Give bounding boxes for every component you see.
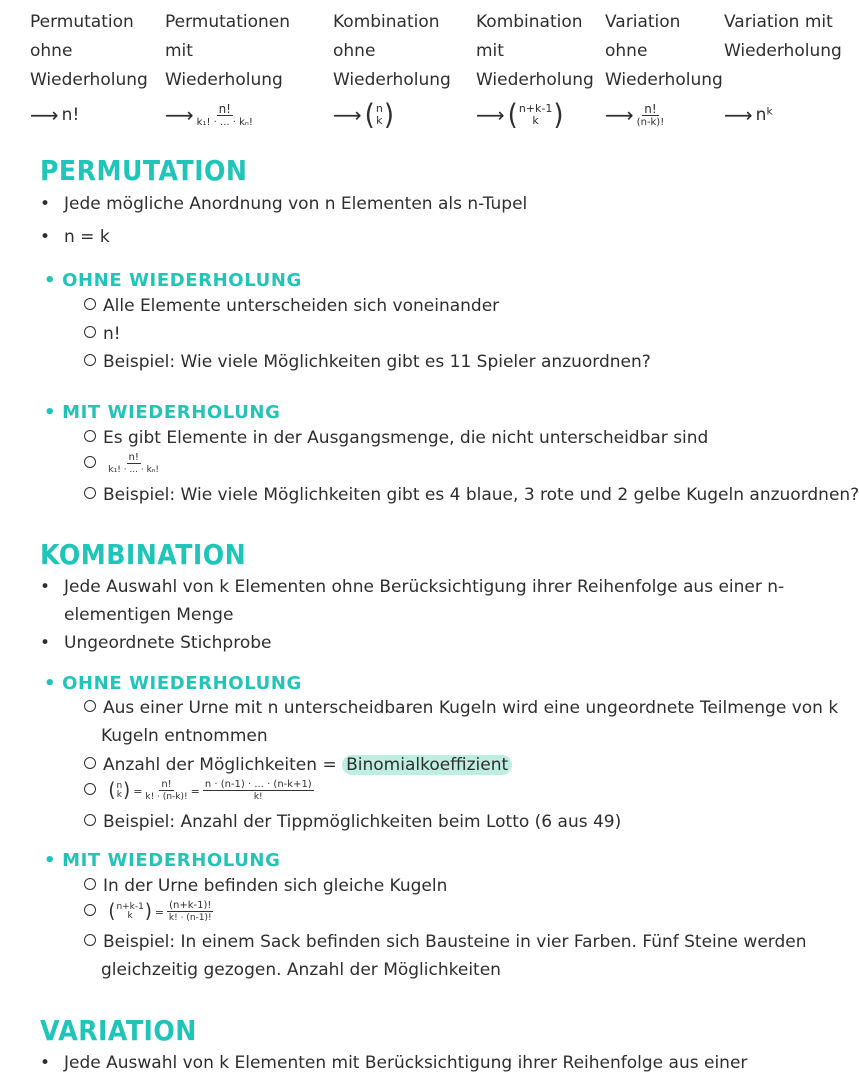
binomial-top: n+k-1 xyxy=(518,102,553,115)
circle-bullet-icon xyxy=(84,456,96,468)
overview-label: ohne xyxy=(605,41,648,61)
subheading-kombination-mit xyxy=(44,850,280,871)
bullet-icon: • xyxy=(40,577,51,597)
bullet-text: Jede mögliche Anordnung von n Elementen als n-Tupel xyxy=(64,194,528,214)
fraction-denominator: k₁! · ... · kₙ! xyxy=(196,116,253,128)
circle-bullet-icon xyxy=(84,298,96,310)
fraction-denominator: k₁! · ... · kₙ! xyxy=(108,465,159,475)
overview-label: Wiederholung xyxy=(724,41,842,61)
sub-item-text: n! xyxy=(103,324,121,344)
overview-col-variation-ohne xyxy=(605,8,723,131)
fraction-numerator: (n+k-1)! xyxy=(169,900,212,911)
circle-bullet-icon xyxy=(84,354,96,366)
paren-left: ( xyxy=(108,778,116,802)
bullet-text: n = k xyxy=(64,227,110,247)
bullet-icon: • xyxy=(40,633,51,653)
paren-left: ( xyxy=(507,98,518,132)
bullet-item xyxy=(40,194,527,214)
sub-item-text: Beispiel: Wie viele Möglichkeiten gibt es 4 blaue, 3 rote und 2 gelbe Kugeln anzuordnen? xyxy=(103,485,859,505)
fraction-numerator: n! xyxy=(128,452,139,463)
arrow-icon: ⟶ xyxy=(476,102,505,127)
circle-bullet-icon xyxy=(84,814,96,826)
binomial-top: n+k-1 xyxy=(116,902,144,912)
paren-right: ) xyxy=(123,778,131,802)
fraction-denominator: k! · (n-k)! xyxy=(145,792,188,802)
binomial xyxy=(108,899,152,923)
overview-label: Variation mit xyxy=(724,12,833,32)
bullet-icon: • xyxy=(40,194,51,214)
equals-sign: = xyxy=(133,784,143,798)
arrow-icon: ⟶ xyxy=(605,102,634,127)
equals-sign: = xyxy=(154,905,165,919)
sub-item-text: Beispiel: In einem Sack befinden sich Bausteine in vier Farben. Fünf Steine werden xyxy=(103,932,807,952)
bullet-item xyxy=(40,577,784,597)
fraction-numerator: n! xyxy=(644,101,657,116)
sub-item-text: Aus einer Urne mit n unterscheidbaren Kugeln wird eine ungeordnete Teilmenge von k xyxy=(103,698,839,718)
binomial-top: n xyxy=(375,102,383,115)
circle-bullet-icon xyxy=(84,326,96,338)
overview-formula xyxy=(333,99,451,131)
arrow-icon: ⟶ xyxy=(724,102,753,127)
subheading-kombination-ohne xyxy=(44,673,302,694)
sub-item-text: Es gibt Elemente in der Ausgangsmenge, die nicht unterscheidbar sind xyxy=(103,428,709,448)
sub-item xyxy=(84,812,621,832)
equals-sign: = xyxy=(190,784,200,798)
bullet-icon: • xyxy=(44,673,57,694)
subheading-text: OHNE WIEDERHOLUNG xyxy=(62,270,302,291)
highlighted-term: Binomialkoeffizient xyxy=(342,755,512,775)
fraction xyxy=(108,453,159,475)
sub-item-continuation: gleichzeitig gezogen. Anzahl der Möglichkeiten xyxy=(101,960,501,980)
sub-item xyxy=(84,428,708,448)
sub-item-text: Beispiel: Wie viele Möglichkeiten gibt es 11 Spieler anzuordnen? xyxy=(103,352,651,372)
subheading-text: MIT WIEDERHOLUNG xyxy=(62,402,281,423)
sub-item xyxy=(84,698,838,718)
subheading-permutation-mit xyxy=(44,402,280,423)
bullet-text: Ungeordnete Stichprobe xyxy=(64,633,272,653)
binomial-top: n xyxy=(116,781,123,791)
circle-bullet-icon xyxy=(84,757,96,769)
sub-item xyxy=(84,755,512,775)
fraction-denominator: k! xyxy=(253,792,263,802)
overview-label: mit xyxy=(165,41,193,61)
subheading-text: OHNE WIEDERHOLUNG xyxy=(62,673,302,694)
fraction-numerator: n! xyxy=(161,779,172,790)
bullet-text: Jede Auswahl von k Elementen mit Berücksichtigung ihrer Reihenfolge aus einer xyxy=(64,1053,748,1073)
subheading-permutation-ohne xyxy=(44,270,302,291)
overview-formula xyxy=(30,99,148,131)
heading-variation: VARIATION xyxy=(40,1014,197,1047)
binomial-bottom: k xyxy=(116,790,122,800)
binomial xyxy=(108,778,131,802)
paren-right: ) xyxy=(383,98,394,132)
overview-col-permutation-mit xyxy=(165,8,290,131)
binomial-formula xyxy=(108,780,313,802)
paren-left: ( xyxy=(108,899,116,923)
fraction xyxy=(203,780,314,802)
overview-formula xyxy=(724,99,842,131)
binomial-bottom: k xyxy=(127,911,133,921)
bullet-icon: • xyxy=(44,850,57,871)
sub-item-text: Anzahl der Möglichkeiten = xyxy=(103,755,343,775)
binomial-formula xyxy=(108,901,213,923)
overview-formula xyxy=(605,99,723,131)
fraction-denominator: k! · (n-1)! xyxy=(168,913,212,923)
sub-item xyxy=(84,296,499,316)
fraction-numerator: n! xyxy=(218,101,231,116)
sub-item-text: Beispiel: Anzahl der Tippmöglichkeiten beim Lotto (6 aus 49) xyxy=(103,812,622,832)
overview-label: mit xyxy=(476,41,504,61)
circle-bullet-icon xyxy=(84,783,96,795)
binomial-bottom: k xyxy=(376,114,383,127)
arrow-icon: ⟶ xyxy=(165,102,194,127)
sub-item-text: Alle Elemente unterscheiden sich voneinander xyxy=(103,296,500,316)
subheading-text: MIT WIEDERHOLUNG xyxy=(62,850,281,871)
heading-kombination: KOMBINATION xyxy=(40,538,247,571)
overview-label: ohne xyxy=(30,41,73,61)
circle-bullet-icon xyxy=(84,878,96,890)
bullet-item xyxy=(40,1053,747,1073)
sub-item xyxy=(84,901,213,923)
formula-text: nᵏ xyxy=(755,104,774,125)
bullet-icon: • xyxy=(44,270,57,291)
formula-text: n! xyxy=(61,104,80,125)
fraction xyxy=(145,780,187,802)
sub-item xyxy=(84,453,159,475)
overview-label: Wiederholung xyxy=(333,70,451,90)
overview-col-variation-mit xyxy=(724,8,842,131)
sub-item xyxy=(84,352,651,372)
overview-label: Wiederholung xyxy=(476,70,594,90)
paren-right: ) xyxy=(553,98,564,132)
circle-bullet-icon xyxy=(84,904,96,916)
fraction xyxy=(167,901,213,923)
circle-bullet-icon xyxy=(84,430,96,442)
sub-item xyxy=(84,932,807,952)
overview-label: Kombination xyxy=(333,12,440,32)
overview-label: ohne xyxy=(333,41,376,61)
overview-table xyxy=(0,8,842,138)
sub-item-text: In der Urne befinden sich gleiche Kugeln xyxy=(103,876,448,896)
overview-label: Wiederholung xyxy=(605,70,723,90)
paren-left: ( xyxy=(364,98,375,132)
binomial-bottom: k xyxy=(532,114,539,127)
binomial xyxy=(507,98,564,132)
bullet-continuation: elementigen Menge xyxy=(64,605,234,625)
sub-item xyxy=(84,876,447,896)
overview-col-permutation-ohne xyxy=(30,8,148,131)
overview-formula xyxy=(476,99,594,131)
binomial xyxy=(364,98,394,132)
circle-bullet-icon xyxy=(84,934,96,946)
overview-label: Wiederholung xyxy=(165,70,283,90)
fraction xyxy=(637,103,665,128)
fraction-denominator: (n-k)! xyxy=(636,116,665,128)
overview-label: Permutation xyxy=(30,12,134,32)
sub-item xyxy=(84,485,859,505)
overview-label: Kombination xyxy=(476,12,583,32)
bullet-item xyxy=(40,633,271,653)
circle-bullet-icon xyxy=(84,487,96,499)
arrow-icon: ⟶ xyxy=(333,102,362,127)
overview-label: Permutationen xyxy=(165,12,291,32)
bullet-item xyxy=(40,227,110,247)
overview-formula xyxy=(165,99,290,131)
bullet-icon: • xyxy=(40,1053,51,1073)
fraction-numerator: n · (n-1) · ... · (n-k+1) xyxy=(204,779,312,790)
overview-col-kombination-mit xyxy=(476,8,594,131)
overview-label: Variation xyxy=(605,12,681,32)
heading-permutation: PERMUTATION xyxy=(40,154,248,187)
arrow-icon: ⟶ xyxy=(30,102,59,127)
fraction xyxy=(197,103,253,128)
overview-label: Wiederholung xyxy=(30,70,148,90)
paren-right: ) xyxy=(144,899,152,923)
sub-item xyxy=(84,780,314,802)
overview-col-kombination-ohne xyxy=(333,8,451,131)
circle-bullet-icon xyxy=(84,700,96,712)
sub-item xyxy=(84,324,121,344)
bullet-text: Jede Auswahl von k Elementen ohne Berücksichtigung ihrer Reihenfolge aus einer n- xyxy=(64,577,785,597)
sub-item-continuation: Kugeln entnommen xyxy=(101,726,268,746)
bullet-icon: • xyxy=(44,402,57,423)
bullet-icon: • xyxy=(40,227,51,247)
